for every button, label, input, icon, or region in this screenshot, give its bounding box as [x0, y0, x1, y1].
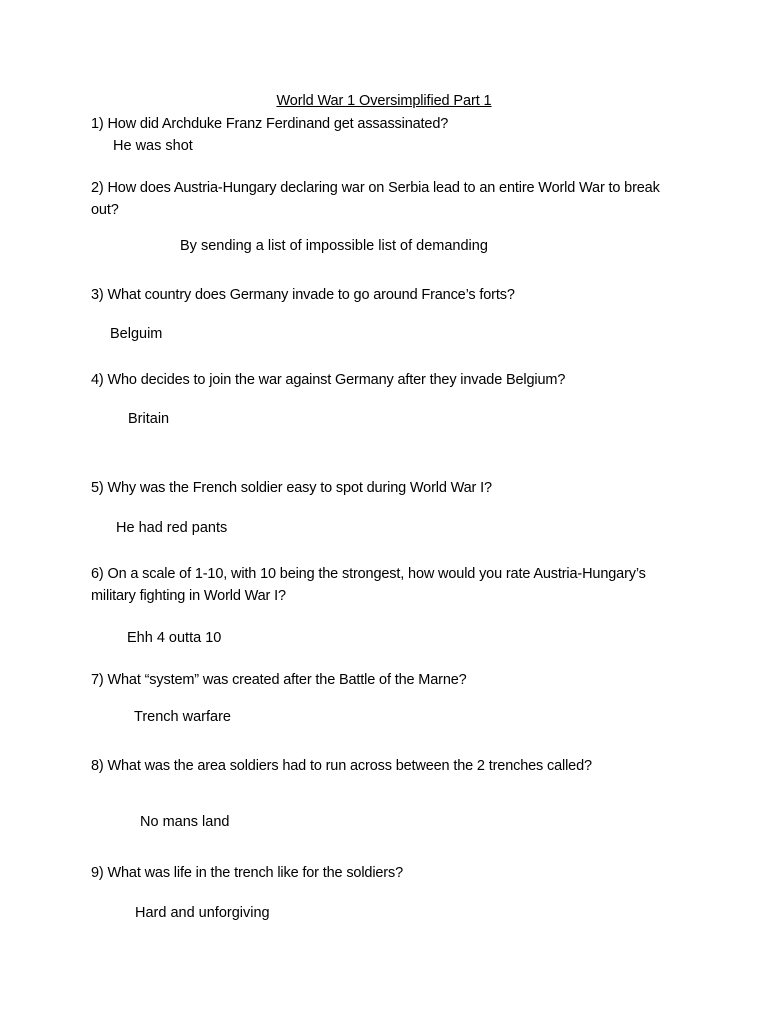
question-9: 9) What was life in the trench like for the soldiers? [91, 865, 403, 881]
answer-4: Britain [128, 411, 170, 427]
question-7: 7) What “system” was created after the Battle of the Marne? [91, 672, 467, 688]
answer-6: Ehh 4 outta 10 [127, 630, 222, 646]
question-4: 4) Who decides to join the war against Germany after they invade Belgium? [91, 372, 566, 388]
document-title: World War 1 Oversimplified Part 1 [276, 93, 492, 109]
answer-7: Trench warfare [134, 709, 231, 725]
answer-9: Hard and unforgiving [135, 905, 270, 921]
question-1: 1) How did Archduke Franz Ferdinand get assassinated? [91, 116, 449, 132]
question-2: 2) How does Austria-Hungary declaring war on Serbia lead to an entire World War to break out? [91, 180, 660, 218]
answer-2: By sending a list of impossible list of demanding [180, 238, 488, 254]
question-6: 6) On a scale of 1-10, with 10 being the strongest, how would you rate Austria-Hungary’s military fighting in World War I? [91, 566, 646, 604]
question-8: 8) What was the area soldiers had to run across between the 2 trenches called? [91, 758, 592, 774]
answer-1: He was shot [113, 138, 193, 154]
question-3: 3) What country does Germany invade to go around France’s forts? [91, 287, 515, 303]
answer-8: No mans land [140, 814, 230, 830]
question-5: 5) Why was the French soldier easy to spot during World War I? [91, 480, 492, 496]
answer-3: Belguim [110, 326, 163, 342]
answer-5: He had red pants [116, 520, 228, 536]
